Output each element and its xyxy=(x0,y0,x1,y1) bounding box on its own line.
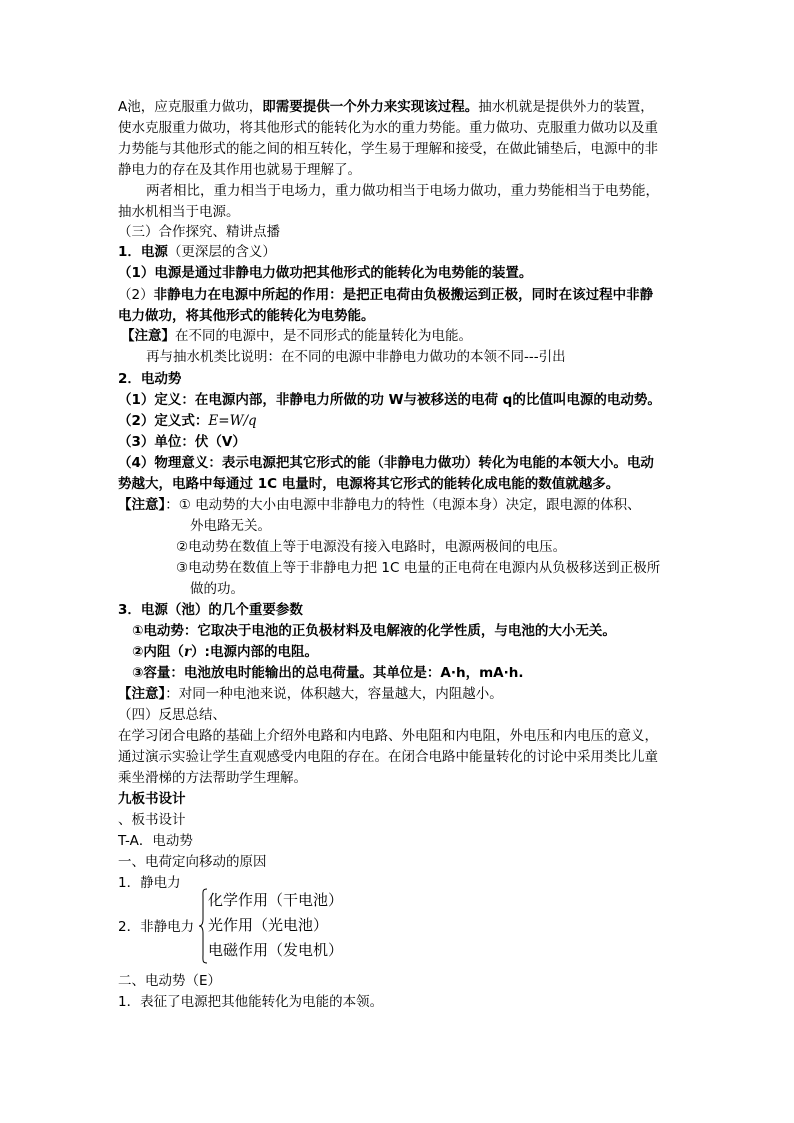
para2-line2: 抽水机相当于电源。 xyxy=(118,204,240,220)
note-label: 【注意】 xyxy=(121,328,175,344)
note-label: 【注意】 xyxy=(118,497,166,513)
s2-meaning-line1: （4）物理意义：表示电源把其它形式的能（非静电力做功）转化为电能的本领大小。电动 xyxy=(118,455,654,471)
s3-point2 xyxy=(132,642,318,662)
board-item3: 1．表征了电源把其他能转化为电能的本领。 xyxy=(118,994,384,1010)
board-item1: 1．静电力 xyxy=(118,875,181,891)
board-heading1: 一、电荷定向移动的原因 xyxy=(118,854,267,870)
section3-heading: （三）合作探究、精讲点播 xyxy=(118,224,280,240)
s1-note xyxy=(121,326,472,346)
note-text: ：对同一种电池来说，体积越大，容量越大，内阻越小。 xyxy=(165,686,503,702)
para1-line4: 静电力的存在及其作用也就易于理解了。 xyxy=(118,162,361,178)
s2-unit: （3）单位：伏（V） xyxy=(118,434,246,450)
title-text: 1．电源 xyxy=(118,244,168,260)
s2-note1-line1 xyxy=(118,495,641,515)
section4-line2: 通过演示实验让学生直观感受内电阻的存在。在闭合电路中能量转化的讨论中采用类比儿童 xyxy=(118,749,658,765)
para1-line3: 力势能与其他形式的能之间的相互转化，学生易于理解和接受，在做此铺垫后，电源中的非 xyxy=(118,141,658,157)
text: ②内阻（ xyxy=(132,644,184,660)
board-heading2: 二、电动势（E） xyxy=(118,973,222,989)
brace-item-electromagnetic: 电磁作用（发电机） xyxy=(208,941,344,959)
emphasis-text: 即需要提供一个外力来实现该过程。 xyxy=(262,99,479,115)
s3-title: 3．电源（池）的几个重要参数 xyxy=(118,602,303,618)
s2-title: 2．电动势 xyxy=(118,371,182,387)
text: A池，应克服重力做功， xyxy=(118,99,263,115)
curly-brace-icon xyxy=(198,888,208,964)
s2-meaning-line2: 势越大，电路中每通过 1C 电量时，电源将其它形式的能转化成电能的数值就越多。 xyxy=(118,476,620,492)
board-item2: 2．非静电力 xyxy=(118,919,195,935)
board-topic: T-A．电动势 xyxy=(118,833,193,849)
text: ）:电源内部的电阻。 xyxy=(191,644,318,660)
title-note: （更深层的含义） xyxy=(167,244,276,260)
note-label: 【注意】 xyxy=(118,686,166,702)
section4-heading: （四）反思总结、 xyxy=(118,707,226,723)
formula: E=W/q xyxy=(208,413,257,429)
s3-note xyxy=(118,684,503,704)
note-text: 在不同的电源中，是不同形式的能量转化为电能。 xyxy=(175,328,472,344)
s1-point2-line1 xyxy=(118,285,653,305)
section9-heading: 九板书设计 xyxy=(118,791,186,807)
emphasis-text: 非静电力在电源中所起的作用：是把正电荷由负极搬运到正极，同时在该过程中非静 xyxy=(153,287,654,303)
section9-sub: 、板书设计 xyxy=(118,812,186,828)
s1-point1: （1）电源是通过非静电力做功把其他形式的能转化为电势能的装置。 xyxy=(118,265,533,281)
s1-analogy: 再与抽水机类比说明：在不同的电源中非静电力做功的本领不同---引出 xyxy=(146,349,566,365)
para1-line1 xyxy=(118,97,654,117)
s2-note1-line2: 外电路无关。 xyxy=(190,518,271,534)
para1-line2: 使水克服重力做功，将其他形式的能转化为水的重力势能。重力做功、克服重力做功以及重 xyxy=(118,120,658,136)
s2-note3-line1: ③电动势在数值上等于非静电力把 1C 电量的正电荷在电源内从负极移送到正极所 xyxy=(176,560,661,576)
s3-point1: ①电动势：它取决于电池的正负极材料及电解液的化学性质，与电池的大小无关。 xyxy=(132,623,616,639)
s3-point3: ③容量：电池放电时能输出的总电荷量。其单位是：A·h，mA·h. xyxy=(132,665,524,681)
s1-point2-line2: 电力做功，将其他形式的能转化为电势能。 xyxy=(118,308,375,324)
s1-title xyxy=(118,242,276,262)
brace-item-chemical: 化学作用（干电池） xyxy=(208,891,344,909)
brace-item-light: 光作用（光电池） xyxy=(208,916,329,934)
s2-formula xyxy=(118,411,257,431)
prefix: （2） xyxy=(118,287,154,303)
text: 抽水机就是提供外力的装置， xyxy=(478,99,654,115)
symbol-r: r xyxy=(183,644,192,660)
section4-line1: 在学习闭合电路的基础上介绍外电路和内电路、外电阻和内电阻，外电压和内电压的意义， xyxy=(118,728,658,744)
formula-label: （2）定义式： xyxy=(118,413,209,429)
section4-line3: 乘坐滑梯的方法帮助学生理解。 xyxy=(118,770,307,786)
s2-definition: （1）定义：在电源内部，非静电力所做的功 W与被移送的电荷 q的比值叫电源的电动势。 xyxy=(118,392,661,408)
note-text: ：① 电动势的大小由电源中非静电力的特性（电源本身）决定，跟电源的体积、 xyxy=(165,497,641,513)
s2-note3-line2: 做的功。 xyxy=(190,581,244,597)
para2-line1: 两者相比，重力相当于电场力，重力做功相当于电场力做功，重力势能相当于电势能， xyxy=(146,183,659,199)
s2-note2: ②电动势在数值上等于电源没有接入电路时，电源两极间的电压。 xyxy=(176,539,567,555)
